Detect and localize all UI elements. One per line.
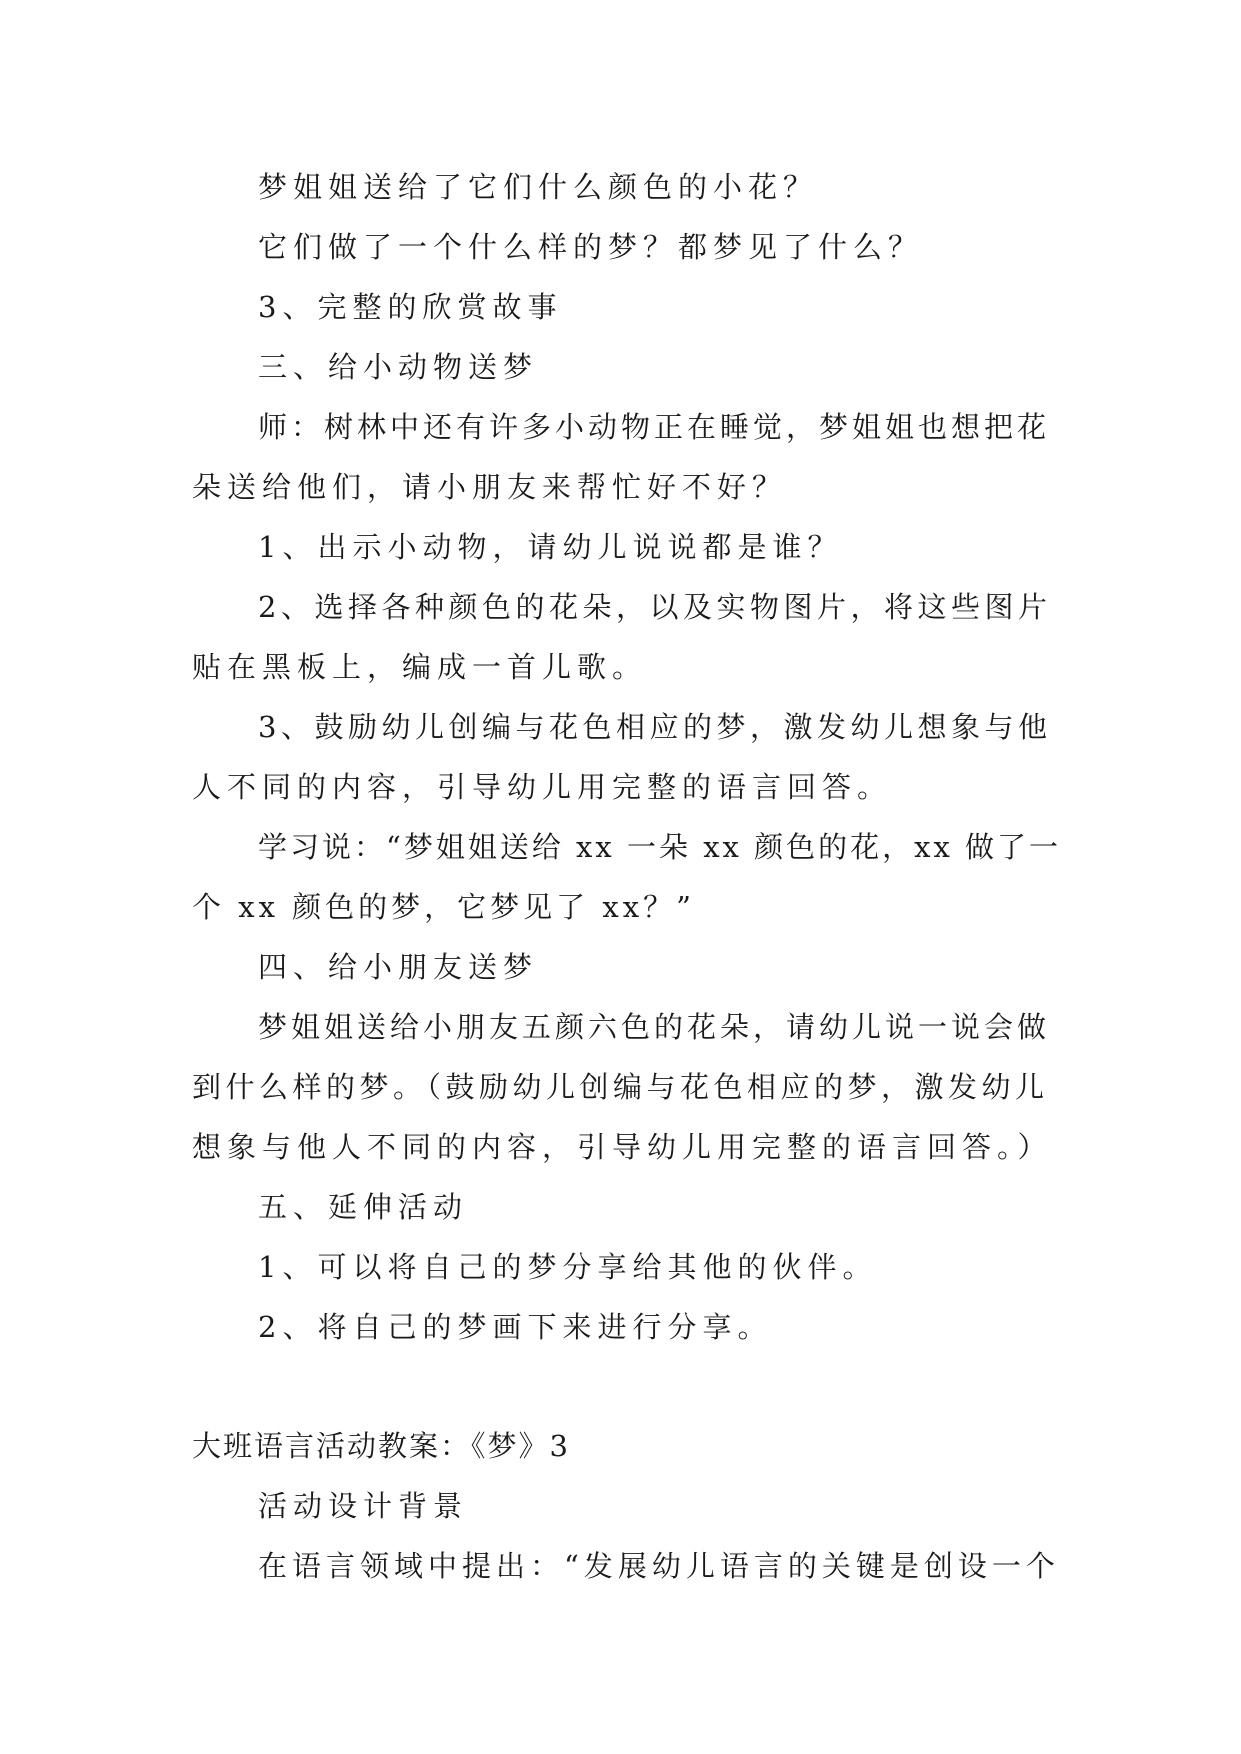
paragraph-line: 想象与他人不同的内容，引导幼儿用完整的语言回答。） [192,1130,1053,1164]
paragraph-line: 朵送给他们，请小朋友来帮忙好不好？ [192,470,788,504]
section-heading: 四、给小朋友送梦 [258,950,539,984]
paragraph-line: 个 xx 颜色的梦，它梦见了 xx？” [192,890,695,924]
paragraph-line: 3、完整的欣赏故事 [258,290,563,324]
section-heading: 五、延伸活动 [258,1190,469,1224]
paragraph-line: 学习说：“梦姐姐送给 xx 一朵 xx 颜色的花，xx 做了一 [258,830,1062,864]
paragraph-line: 1、出示小动物，请幼儿说说都是谁？ [258,530,843,564]
section-heading: 三、给小动物送梦 [258,350,539,384]
paragraph-line: 师：树林中还有许多小动物正在睡觉，梦姐姐也想把花 [258,410,1051,444]
paragraph-line: 在语言领域中提出：“发展幼儿语言的关键是创设一个 [258,1549,1060,1583]
section-heading: 活动设计背景 [258,1489,469,1523]
paragraph-line: 它们做了一个什么样的梦？都梦见了什么？ [258,230,924,264]
paragraph-line: 2、选择各种颜色的花朵，以及实物图片，将这些图片 [258,590,1052,624]
document-title: 大班语言活动教案：《梦》3 [192,1429,570,1463]
paragraph-line: 3、鼓励幼儿创编与花色相应的梦，激发幼儿想象与他 [258,710,1052,744]
paragraph-line: 人不同的内容，引导幼儿用完整的语言回答。 [192,770,893,804]
paragraph-line: 梦姐姐送给小朋友五颜六色的花朵，请幼儿说一说会做 [258,1010,1051,1044]
paragraph-line: 2、将自己的梦画下来进行分享。 [258,1310,773,1344]
paragraph-line: 梦姐姐送给了它们什么颜色的小花？ [258,170,819,204]
paragraph-line: 1、可以将自己的梦分享给其他的伙伴。 [258,1250,878,1284]
paragraph-line: 贴在黑板上，编成一首儿歌。 [192,650,648,684]
paragraph-line: 到什么样的梦。（鼓励幼儿创编与花色相应的梦，激发幼儿 [192,1070,1049,1104]
